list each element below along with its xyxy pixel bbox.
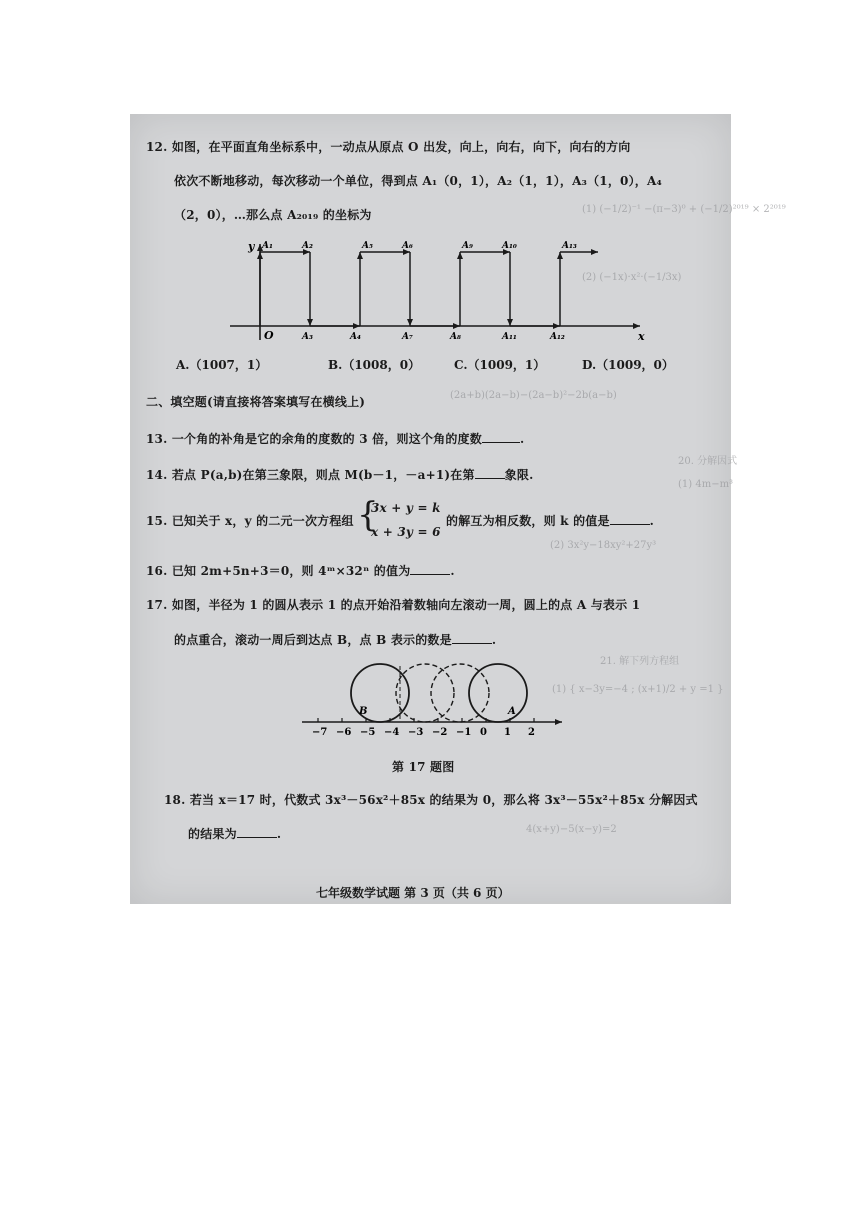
q12-text: 12. 如图，在平面直角坐标系中，一动点从原点 O 出发，向上，向右，向下，向右的方向: [146, 140, 631, 154]
section-title: 二、填空题(请直接将答案填写在横线上): [146, 395, 366, 409]
bleed-text: 20. 分解因式: [678, 456, 738, 467]
option-c[interactable]: C.（1009，1）: [454, 358, 546, 372]
figure-caption: 第 17 题图: [392, 760, 455, 774]
q14-text: 14. 若点 P(a,b)在第三象限，则点 M(b－1，－a+1)在第 象限.: [146, 468, 534, 482]
bleed-text: (1) 4m−m³: [678, 479, 734, 490]
answer-blank[interactable]: [482, 431, 520, 443]
point-label: A₇: [402, 332, 413, 342]
bleed-text: 21. 解下列方程组: [600, 656, 680, 667]
tick-label: −6: [336, 727, 352, 738]
bleed-text: (1) (−1/2)⁻¹ −(π−3)⁰ + (−1/2)²⁰¹⁹ × 2²⁰¹⁹: [582, 204, 786, 215]
movement-path: [260, 252, 598, 326]
q18-text: 18. 若当 x＝17 时，代数式 3x³－56x²＋85x 的结果为 0，那么将 3x³－55x²＋85x 分解因式: [164, 793, 698, 807]
q12-text: （2，0），…那么点 A₂₀₁₉ 的坐标为: [174, 208, 372, 222]
tick-label: −2: [432, 727, 448, 738]
q13-text: 13. 一个角的补角是它的余角的度数的 3 倍，则这个角的度数 .: [146, 432, 525, 446]
tick-label: −3: [408, 727, 424, 738]
point-label: A₁₀: [502, 241, 517, 251]
bleed-text: (2) (−1x)·x²·(−1/3x): [582, 272, 682, 283]
point-label: A₁₃: [562, 241, 577, 251]
point-label: A₃: [302, 332, 313, 342]
point-label: A₁: [262, 241, 273, 251]
point-label: A₆: [402, 241, 413, 251]
origin-label: O: [264, 329, 274, 342]
q12-coordinate-graph: [226, 236, 650, 346]
tick-label: −1: [456, 727, 472, 738]
answer-blank[interactable]: [475, 467, 505, 479]
page-footer: 七年级数学试题 第 3 页（共 6 页）: [316, 886, 510, 900]
option-b[interactable]: B.（1008，0）: [328, 358, 421, 372]
rolling-circles: [351, 664, 527, 722]
x-axis-label: x: [638, 330, 645, 343]
circle-dashed: [431, 664, 489, 722]
q17-text: 17. 如图，半径为 1 的圆从表示 1 的点开始沿着数轴向左滚动一周，圆上的点 A 与表示 1: [146, 598, 641, 612]
equation-1: 3x + y = k: [371, 501, 441, 515]
point-label: A₂: [302, 241, 313, 251]
answer-blank[interactable]: [610, 513, 650, 525]
option-a[interactable]: A.（1007，1）: [176, 358, 268, 372]
answer-blank[interactable]: [452, 632, 492, 644]
point-label: A₅: [362, 241, 373, 251]
q17-text: 的点重合，滚动一周后到达点 B，点 B 表示的数是 .: [174, 633, 497, 647]
option-d[interactable]: D.（1009，0）: [582, 358, 674, 372]
point-b-label: B: [359, 706, 368, 717]
tick-label: 0: [480, 727, 487, 738]
exam-page: [130, 114, 786, 904]
q12-text: 依次不断地移动，每次移动一个单位，得到点 A₁（0，1），A₂（1，1），A₃（1，0），A₄: [174, 174, 662, 188]
point-label: A₄: [350, 332, 361, 342]
point-label: A₈: [450, 332, 461, 342]
circle-solid: [469, 664, 527, 722]
q15-text: 15. 已知关于 x，y 的二元一次方程组: [146, 514, 354, 528]
q18-text: 的结果为 .: [188, 827, 282, 841]
tick-label: −5: [360, 727, 376, 738]
point-label: A₉: [462, 241, 473, 251]
tick-label: 2: [528, 727, 535, 738]
point-label: A₁₂: [550, 332, 565, 342]
circle-dashed: [396, 664, 454, 722]
q17-number-line-figure: [300, 662, 570, 742]
answer-blank[interactable]: [237, 826, 277, 838]
q16-text: 16. 已知 2m+5n+3＝0，则 4ᵐ×32ⁿ 的值为 .: [146, 564, 455, 578]
answer-blank[interactable]: [410, 563, 450, 575]
point-labels: [261, 241, 577, 342]
tick-label: 1: [504, 727, 511, 738]
equation-2: x + 3y = 6: [371, 525, 441, 539]
y-axis-label: y: [248, 240, 255, 253]
bleed-text: 4(x+y)−5(x−y)=2: [526, 824, 617, 835]
bleed-text: (2) 3x²y−18xy²+27y³: [550, 540, 657, 551]
tick-label: −4: [384, 727, 400, 738]
point-a-label: A: [508, 706, 516, 717]
tick-label: −7: [312, 727, 328, 738]
system-brace: {: [357, 495, 379, 535]
bleed-text: (1) { x−3y=−4 ; (x+1)/2 + y =1 }: [552, 684, 724, 695]
bleed-text: (2a+b)(2a−b)−(2a−b)²−2b(a−b): [450, 390, 617, 401]
point-label: A₁₁: [502, 332, 517, 342]
q15-text: 的解互为相反数，则 k 的值是 .: [446, 514, 655, 528]
